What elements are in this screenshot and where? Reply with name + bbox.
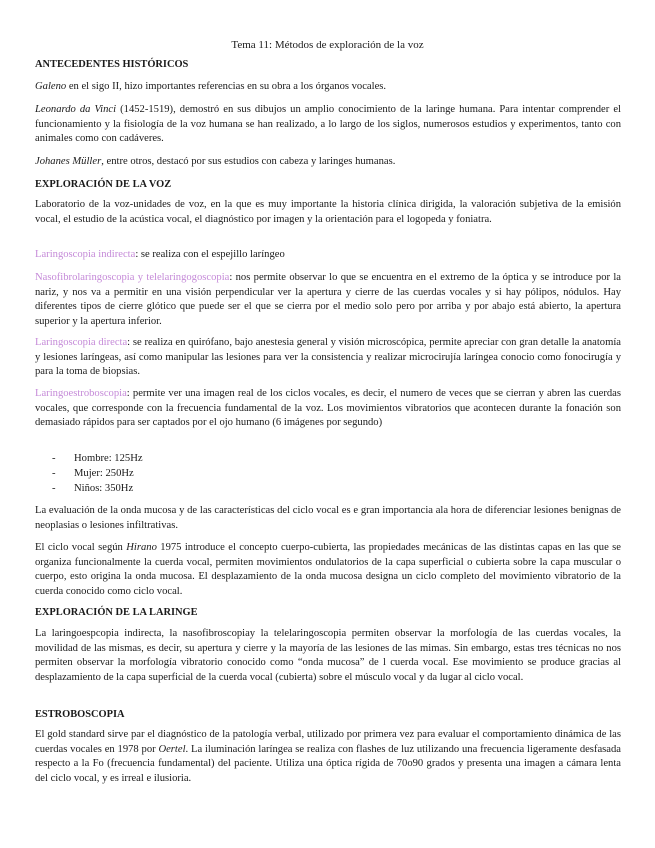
term-laringoscopia-indirecta: Laringoscopia indirecta (35, 249, 136, 260)
paragraph-da-vinci (35, 103, 621, 147)
paragraph-evaluacion: La evaluación de la onda mucosa y de las características del ciclo vocal es e gran importancia ala hora de diferenciar lesiones benignas de neoplasias o lesiones infiltrativas. (35, 505, 621, 531)
paragraph-text: en el sigo II, hizo importantes referencias en su obra a los órganos vocales. (66, 81, 387, 92)
heading-exploracion-voz: EXPLORACIÓN DE LA VOZ (35, 179, 172, 190)
heading-antecedentes: ANTECEDENTES HISTÓRICOS (35, 59, 189, 70)
list-item-ninos (52, 482, 133, 497)
paragraph-text: : se realiza en quirófano, bajo anestesia general y visión microscópica, permite apreciar con gran detalle la anatomía y lesiones laríngeas, así como manipular las lesiones para ver la consistencia y realizar microcirujía laríngea conocio como fonocirugía y para la toma de biopsias. (35, 337, 621, 378)
paragraph-galeno (35, 80, 621, 95)
name-da-vinci: Leonardo da Vinci (35, 104, 117, 115)
name-oertel: Oertel (158, 743, 186, 755)
paragraph-text: . La iluminación laríngea se realiza con flashes de luz utilizando una frecuencia ligeramente desfasada respecto a la Fo (frecuencia fundamental) del paciente. Utiliza una óptica rígida de 70o90 grados y presenta una imagen a cámara lenta del ciclo vocal, y es irreal e ilusioria. (35, 743, 621, 784)
heading-exploracion-laringe: EXPLORACIÓN DE LA LARINGE (35, 607, 198, 618)
paragraph-text: : se realiza con el espejillo laríngeo (135, 249, 285, 260)
list-dash: - (52, 483, 56, 494)
list-dash: - (52, 468, 56, 479)
document-title: Tema 11: Métodos de exploración de la voz (231, 39, 424, 51)
list-item-text: Niños: 350Hz (74, 483, 134, 494)
heading-estroboscopia: ESTROBOSCOPIA (35, 709, 125, 720)
paragraph-laboratorio: Laboratorio de la voz-unidades de voz, en la que es muy importante la historia clínica dirigida, la valoración subjetiva de la emisión vocal, el estudio de la acústica vocal, el diagnóstico por imagen y la orientación para el logopeda y foniatra. (35, 199, 621, 225)
paragraph-laringe: La laringoespcopia indirecta, la nasofibroscopiay la telelaringoscopia permiten observar la morfología de las cuerdas vocales, la movilidad de las mismas, es decir, su apertura y cierre y la mayoría de las lesiones de las mimas. Sin embargo, estas tres técnicas no nos permiten observar la morfología vibratorio conocido como “onda mucosa” de l cuerda vocal. Ese movimiento se produce gracias al desplazamiento de la capa superficial de la cuerda vocal (cubierta) sobre el músculo vocal y da lugar al ciclo vocal. (35, 628, 621, 683)
name-galeno: Galeno (35, 81, 67, 92)
paragraph-text: (1452-1519), demostró en sus dibujos un amplio conocimiento de la laringe humana. Para intentar comprender el funcionamiento y la fisiología de la voz humana se han realizado, a lo largo de los siglos, numerosos estudios y experimentos, tanto con animales como con cadáveres. (35, 104, 621, 145)
list-item-text: Hombre: 125Hz (74, 453, 143, 464)
paragraph-ciclo-vocal (35, 541, 621, 599)
list-item-hombre (52, 452, 143, 467)
paragraph-estroboscopia (35, 728, 621, 786)
list-dash: - (52, 453, 56, 464)
paragraph-text: El ciclo vocal según (35, 542, 127, 553)
paragraph-text: : nos permite observar lo que se encuentra en el extremo de la óptica y se introduce por la nariz, y nos va a permitir en una visión perpendicular ver la apertura y cierre de las cuerdas vocales y si hay pólipos, nódulos. Hay diferentes tipos de cierre glótico que puede ser el que se cierra por el medio solo pero por arriba y por abajo está abierto, la apertura superior y la apertura inferior. (35, 272, 622, 327)
term-laringoscopia-directa: Laringoscopia directa (35, 337, 128, 348)
paragraph-laringoscopia-indirecta (35, 248, 621, 263)
term-laringoestroboscopia: Laringoestroboscopia (35, 388, 127, 399)
paragraph-text: : permite ver una imagen real de los ciclos vocales, es decir, el numero de veces que se cierran y abren las cuerdas vocales, que corresponde con la frecuencia fundamental de la voz. Los movimientos vibratorios que acontecen durante la fonación son demasiado rápidos para ser captados por el ojo humano (6 imágenes por segundo) (35, 388, 621, 429)
name-muller: Johanes Müller (35, 156, 102, 167)
paragraph-laringoestroboscopia (35, 387, 621, 431)
paragraph-text: , entre otros, destacó por sus estudios con cabeza y laringes humanas. (101, 156, 396, 167)
paragraph-nasofibrolaringoscopia (35, 271, 621, 329)
list-item-text: Mujer: 250Hz (74, 468, 134, 479)
paragraph-text: El gold standard sirve par el diagnóstico de la patología verbal, utilizado por primera vez para evaluar el comportamiento dinámica de las cuerdas vocales en 1978 por (35, 729, 621, 755)
list-item-mujer (52, 467, 134, 482)
term-nasofibrolaringoscopia: Nasofibrolaringoscopia y telelaringogoscopia (35, 272, 230, 283)
paragraph-laringoscopia-directa (35, 336, 621, 380)
paragraph-muller (35, 155, 621, 170)
name-hirano: Hirano (126, 542, 157, 553)
paragraph-text: 1975 introduce el concepto cuerpo-cubierta, las propiedades mecánicas de las distintas capas en las que se organiza funcionalmente la cuerda vocal, permiten movimientos ondulatorios de la capa superficial o cubierta sobre la capa muscular o cuerpo, esto origina la onda mucosa. El desplazamiento de la onda mucosa designa un ciclo completo del movimiento vibratorio de la cuerda conocido como ciclo vocal. (35, 542, 621, 597)
